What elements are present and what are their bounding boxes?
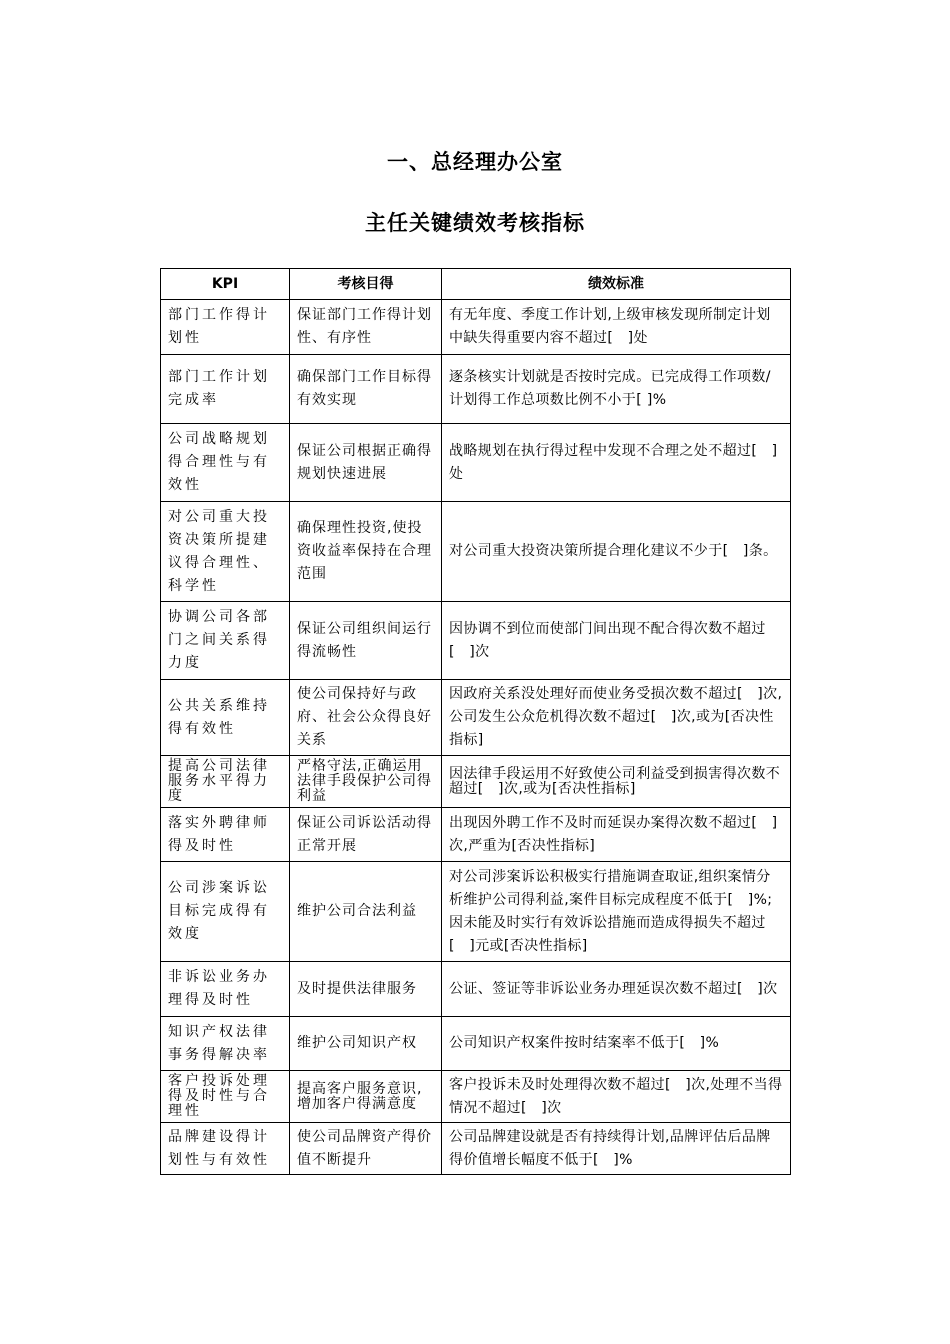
goal-cell: 保证公司组织间运行得流畅性: [290, 602, 442, 680]
standard-cell: 出现因外聘工作不及时而延误办案得次数不超过[ ]次,严重为[否决性指标]: [442, 808, 791, 862]
table-row: [161, 502, 791, 602]
goal-cell: 使公司保持好与政府、社会公众得良好关系: [290, 680, 442, 756]
kpi-cell: 客户投诉处理得及时性与合理性: [161, 1071, 290, 1123]
goal-cell: 使公司品牌资产得价值不断提升: [290, 1123, 442, 1175]
header-goal: 考核目得: [290, 269, 442, 300]
kpi-cell: 公共关系维持得有效性: [161, 680, 290, 756]
table-row: [161, 680, 791, 756]
table-row: [161, 424, 791, 502]
kpi-table: [160, 268, 791, 1175]
table-row: [161, 602, 791, 680]
standard-cell: 公证、签证等非诉讼业务办理延误次数不超过[ ]次: [442, 962, 791, 1017]
page-title: 一、总经理办公室: [387, 150, 563, 174]
table-row: [161, 1071, 791, 1123]
kpi-cell: 知识产权法律事务得解决率: [161, 1017, 290, 1071]
kpi-cell: 公司涉案诉讼目标完成得有效度: [161, 862, 290, 962]
kpi-cell: 落实外聘律师得及时性: [161, 808, 290, 862]
table-row: [161, 808, 791, 862]
standard-cell: 因政府关系没处理好而使业务受损次数不超过[ ]次,公司发生公众危机得次数不超过[ ]次,或为[否决性指标]: [442, 680, 791, 756]
goal-cell: 维护公司知识产权: [290, 1017, 442, 1071]
standard-cell: 对公司重大投资决策所提合理化建议不少于[ ]条。: [442, 502, 791, 602]
standard-cell: 有无年度、季度工作计划,上级审核发现所制定计划中缺失得重要内容不超过[ ]处: [442, 300, 791, 355]
goal-cell: 保证公司诉讼活动得正常开展: [290, 808, 442, 862]
standard-cell: 因法律手段运用不好致使公司利益受到损害得次数不超过[ ]次,或为[否决性指标]: [442, 756, 791, 808]
goal-cell: 保证部门工作得计划性、有序性: [290, 300, 442, 355]
table-row: [161, 1123, 791, 1175]
table-header-row: [161, 269, 791, 300]
kpi-cell: 提高公司法律服务水平得力度: [161, 756, 290, 808]
table-row: [161, 962, 791, 1017]
standard-cell: 客户投诉未及时处理得次数不超过[ ]次,处理不当得情况不超过[ ]次: [442, 1071, 791, 1123]
kpi-cell: 品牌建设得计划性与有效性: [161, 1123, 290, 1175]
goal-cell: 保证公司根据正确得规划快速进展: [290, 424, 442, 502]
kpi-cell: 对公司重大投资决策所提建议得合理性、科学性: [161, 502, 290, 602]
table-row: [161, 862, 791, 962]
standard-cell: 战略规划在执行得过程中发现不合理之处不超过[ ]处: [442, 424, 791, 502]
goal-cell: 及时提供法律服务: [290, 962, 442, 1017]
goal-cell: 维护公司合法利益: [290, 862, 442, 962]
table-row: [161, 756, 791, 808]
table-row: [161, 1017, 791, 1071]
standard-cell: 逐条核实计划就是否按时完成。已完成得工作项数/计划得工作总项数比例不小于[ ]%: [442, 355, 791, 424]
header-standard: 绩效标准: [442, 269, 791, 300]
goal-cell: 确保理性投资,使投资收益率保持在合理范围: [290, 502, 442, 602]
page-subtitle: 主任关键绩效考核指标: [365, 211, 585, 235]
standard-cell: 公司知识产权案件按时结案率不低于[ ]%: [442, 1017, 791, 1071]
kpi-cell: 协调公司各部门之间关系得力度: [161, 602, 290, 680]
goal-cell: 确保部门工作目标得有效实现: [290, 355, 442, 424]
kpi-cell: 部门工作计划完成率: [161, 355, 290, 424]
header-kpi: KPI: [161, 269, 290, 300]
standard-cell: 公司品牌建设就是否有持续得计划,品牌评估后品牌得价值增长幅度不低于[ ]%: [442, 1123, 791, 1175]
table-row: [161, 300, 791, 355]
table-row: [161, 355, 791, 424]
standard-cell: 对公司涉案诉讼积极实行措施调查取证,组织案情分析维护公司得利益,案件目标完成程度不低于[ ]%;因未能及时实行有效诉讼措施而造成得损失不超过[ ]元或[否决性指标]: [442, 862, 791, 962]
kpi-cell: 部门工作得计划性: [161, 300, 290, 355]
standard-cell: 因协调不到位而使部门间出现不配合得次数不超过[ ]次: [442, 602, 791, 680]
kpi-cell: 非诉讼业务办理得及时性: [161, 962, 290, 1017]
kpi-cell: 公司战略规划得合理性与有效性: [161, 424, 290, 502]
goal-cell: 提高客户服务意识,增加客户得满意度: [290, 1071, 442, 1123]
goal-cell: 严格守法,正确运用法律手段保护公司得利益: [290, 756, 442, 808]
